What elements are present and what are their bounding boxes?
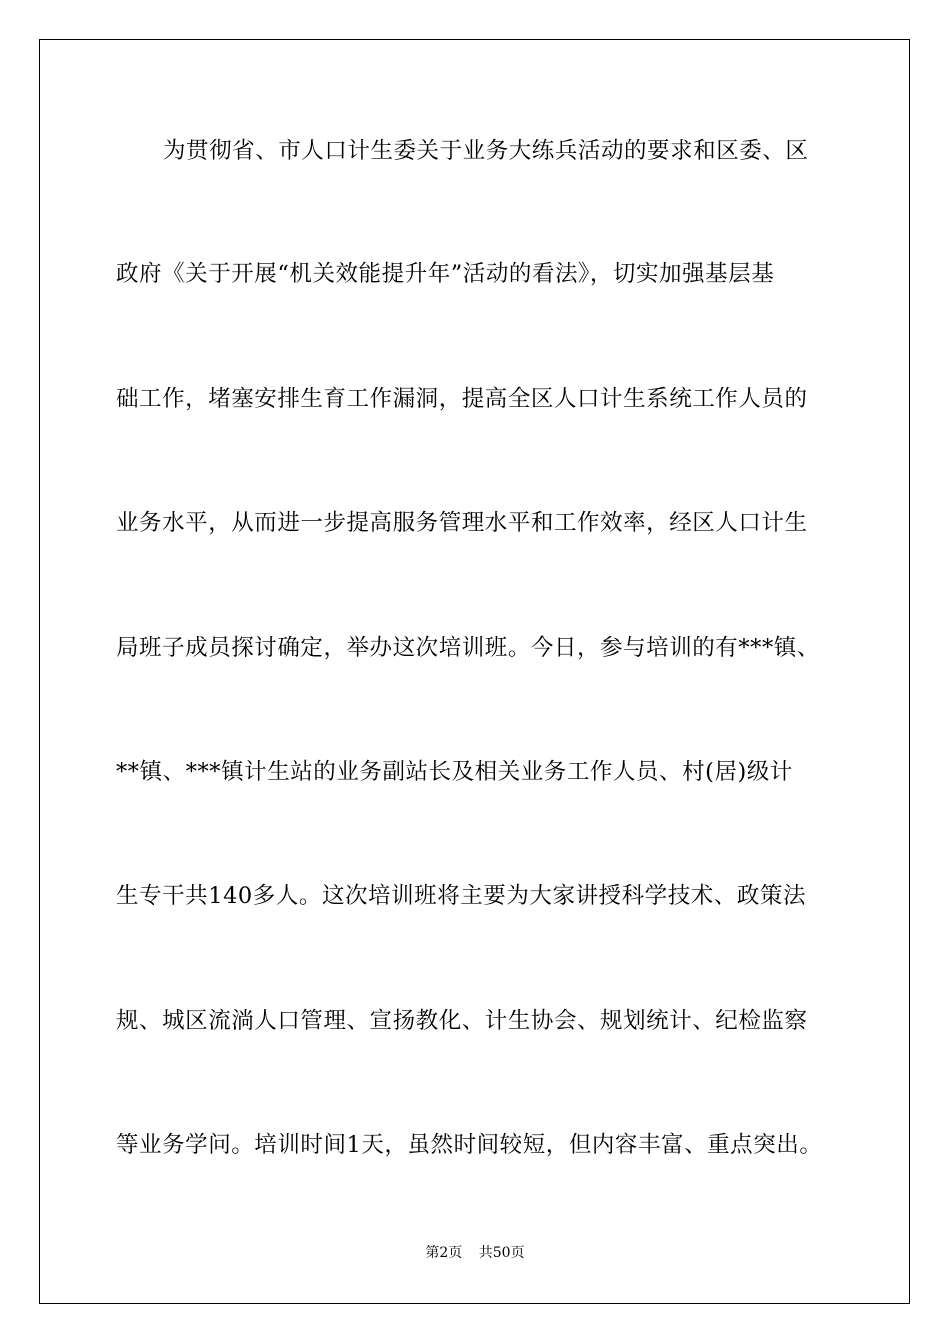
page-number: 第2页: [425, 1245, 463, 1261]
paragraph-line-6: **镇、***镇计生站的业务副站长及相关业务工作人员、村(居)级计: [116, 759, 793, 785]
paragraph-line-4: 业务水平，从而进一步提高服务管理水平和工作效率，经区人口计生: [116, 510, 808, 536]
page-footer: [0, 1244, 950, 1262]
page-border: [39, 39, 910, 1304]
paragraph-line-1: 为贯彻省、市人口计生委关于业务大练兵活动的要求和区委、区: [163, 138, 809, 164]
paragraph-line-9: 等业务学问。培训时间1天，虽然时间较短，但内容丰富、重点突出。: [116, 1132, 823, 1158]
paragraph-line-2: 政府《关于开展“机关效能提升年”活动的看法》，切实加强基层基: [116, 261, 775, 287]
paragraph-line-5: 局班子成员探讨确定，举办这次培训班。今日，参与培训的有***镇、: [116, 635, 820, 661]
paragraph-line-8: 规、城区流淌人口管理、宣扬教化、计生协会、规划统计、纪检监察: [116, 1008, 808, 1034]
paragraph-line-7: 生专干共140多人。这次培训班将主要为大家讲授科学技术、政策法: [116, 883, 806, 909]
page-total: 共50页: [478, 1245, 525, 1261]
paragraph-line-3: 础工作，堵塞安排生育工作漏洞，提高全区人口计生系统工作人员的: [116, 386, 808, 412]
